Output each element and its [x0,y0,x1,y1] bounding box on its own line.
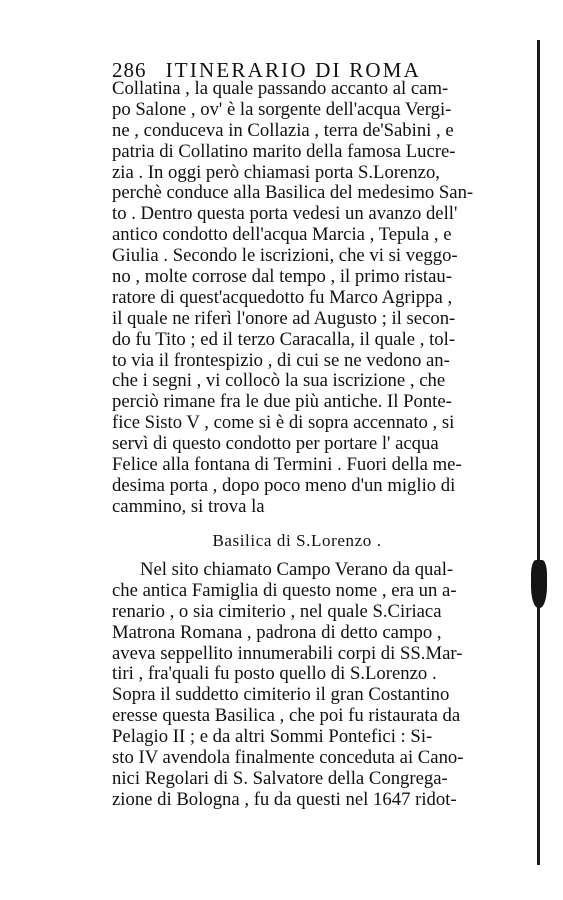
text-line: che i segni , vi collocò la sua iscrizione , che [112,370,446,392]
text-line: nici Regolari di S. Salvatore della Congrega- [112,767,448,789]
text-line: no , molte corrose dal tempo , il primo ristau- [112,266,452,288]
text-line: eresse questa Basilica , che poi fu ristaurata da [112,705,461,727]
text-line: fice Sisto V , come si è di sopra accennato , si [112,412,455,434]
text-line: Collatina , la quale passando accanto al cam- [112,78,449,99]
text-line: po Salone , ov' è la sorgente dell'acqua Vergi- [112,98,452,120]
text-line: Felice alla fontana di Termini . Fuori della me- [112,454,462,476]
text-line: tiri , fra'quali fu posto quello di S.Lorenzo . [112,663,437,685]
text-line: il quale ne riferì l'onore ad Augusto ; il secon- [112,307,456,329]
text-line: antico condotto dell'acqua Marcia , Tepula , e [112,224,452,246]
text-line: ne , conduceva in Collazia , terra de'Sabini , e [112,119,454,141]
text-line: aveva seppellito innumerabili corpi di SS.Mar- [112,642,463,664]
text-line: perchè conduce alla Basilica del medesimo San- [112,182,474,204]
text-line: perciò rimane fra le due più antiche. Il Ponte- [112,391,452,413]
text-line: do fu Tito ; ed il terzo Caracalla, il quale , tol- [112,328,456,350]
section-heading: Basilica di S.Lorenzo . [212,531,382,550]
text-line: Nel sito chiamato Campo Verano da qual- [140,559,454,580]
text-line: cammino, si trova la [112,495,265,517]
paragraph-porta-lorenzo [112,79,482,518]
text-line: Pelagio II ; e da altri Sommi Pontefici : Si- [112,726,433,748]
paragraph-basilica [112,560,482,811]
ink-blot [531,560,547,608]
text-line: patria di Collatino marito della famosa Lucre- [112,140,456,162]
text-line: Matrona Romana , padrona di detto campo , [112,621,442,643]
text-line: to . Dentro questa porta vedesi un avanzo dell' [112,203,458,225]
text-line: Sopra il suddetto cimiterio il gran Costantino [112,684,450,706]
text-line: sto IV avendola finalmente conceduta ai Cano- [112,747,464,769]
text-line: Giulia . Secondo le iscrizioni, che vi si veggo- [112,245,458,267]
text-line: zione di Bologna , fu da questi nel 1647 ridot- [112,788,457,810]
running-title: ITINERARIO DI ROMA [165,58,422,82]
text-line: ratore di quest'acquedotto fu Marco Agrippa , [112,286,453,308]
text-line: che antica Famiglia di questo nome , era un a- [112,579,457,601]
text-line: renario , o sia cimiterio , nel quale S.Ciriaca [112,600,442,622]
page-number: 286 [112,58,147,82]
text-line: servì di questo condotto per portare l' acqua [112,433,439,455]
text-line: to via il frontespizio , di cui se ne vedono an- [112,349,450,371]
page-edge-shadow [537,40,540,865]
text-line: zia . In oggi però chiamasi porta S.Lorenzo, [112,161,440,183]
text-line: desima porta , dopo poco meno d'un miglio di [112,474,456,496]
